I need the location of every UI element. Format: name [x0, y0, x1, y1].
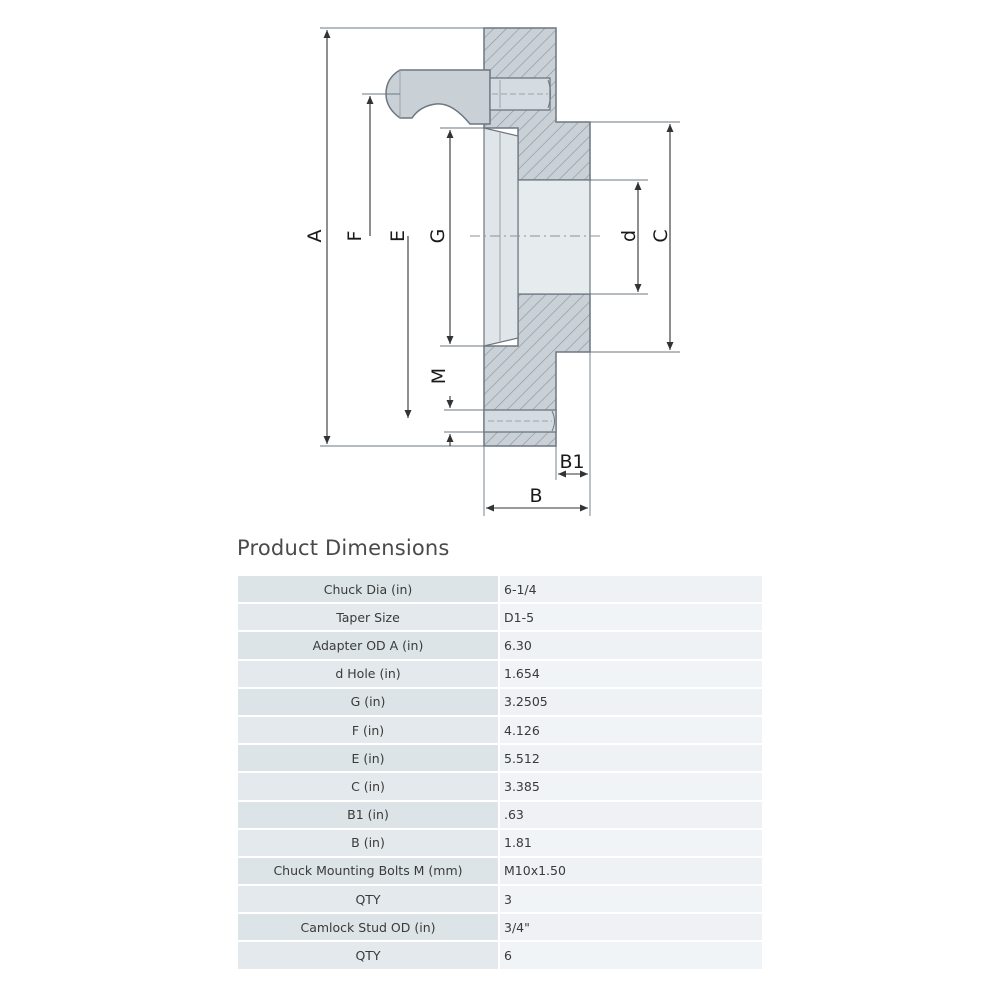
- row-label: Adapter OD A (in): [238, 631, 499, 659]
- table-row: [238, 913, 762, 941]
- row-value: D1-5: [499, 603, 762, 631]
- table-row: [238, 801, 762, 829]
- table-row: [238, 885, 762, 913]
- label-e: E: [387, 229, 409, 243]
- row-label: QTY: [238, 885, 499, 913]
- label-g: G: [427, 228, 449, 244]
- row-label: Taper Size: [238, 603, 499, 631]
- row-value: 1.654: [499, 660, 762, 688]
- row-value: 3/4": [499, 913, 762, 941]
- row-label: E (in): [238, 744, 499, 772]
- row-label: F (in): [238, 716, 499, 744]
- table-row: [238, 772, 762, 800]
- table-row: [238, 603, 762, 631]
- row-label: Chuck Mounting Bolts M (mm): [238, 857, 499, 885]
- table-row: [238, 631, 762, 659]
- row-label: Chuck Dia (in): [238, 576, 499, 603]
- row-value: 6: [499, 941, 762, 969]
- table-row: [238, 576, 762, 603]
- row-label: QTY: [238, 941, 499, 969]
- table-row: [238, 716, 762, 744]
- label-b: B: [529, 485, 543, 507]
- label-a: A: [304, 229, 326, 243]
- row-label: G (in): [238, 688, 499, 716]
- table-row: [238, 941, 762, 969]
- product-dimensions-table: [238, 576, 762, 971]
- label-f: F: [344, 230, 366, 242]
- row-value: 3.2505: [499, 688, 762, 716]
- label-b1: B1: [559, 451, 585, 473]
- table-row: [238, 744, 762, 772]
- table-row: [238, 688, 762, 716]
- row-value: 6-1/4: [499, 576, 762, 603]
- label-c: C: [650, 229, 672, 243]
- mounting-bolt: [484, 410, 556, 432]
- label-m: M: [428, 367, 450, 385]
- row-label: Camlock Stud OD (in): [238, 913, 499, 941]
- row-value: 6.30: [499, 631, 762, 659]
- row-value: M10x1.50: [499, 857, 762, 885]
- table-row: [238, 857, 762, 885]
- row-value: 3: [499, 885, 762, 913]
- table-row: [238, 829, 762, 857]
- row-value: 5.512: [499, 744, 762, 772]
- label-d: d: [618, 229, 640, 243]
- row-label: C (in): [238, 772, 499, 800]
- product-dimensions-title: Product Dimensions: [237, 536, 450, 560]
- table-row: [238, 660, 762, 688]
- row-label: B (in): [238, 829, 499, 857]
- row-value: 3.385: [499, 772, 762, 800]
- row-value: 4.126: [499, 716, 762, 744]
- row-label: d Hole (in): [238, 660, 499, 688]
- row-label: B1 (in): [238, 801, 499, 829]
- row-value: 1.81: [499, 829, 762, 857]
- row-value: .63: [499, 801, 762, 829]
